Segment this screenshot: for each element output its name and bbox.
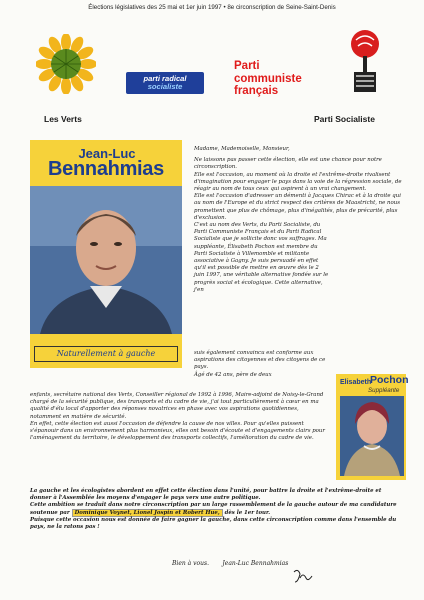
parti-socialiste-label: Parti Socialiste xyxy=(314,114,375,124)
sunflower-logo xyxy=(36,34,96,94)
paragraph-3: Elle est l'occasion d'adresser un démenti à Jacques Chirac et à la droite qui au nom de l'Europe et du strict respect des critères de Maastricht, ne nous promettent que plus de chômage, plus d'inégalités, plus de précarité, plus d'exclusion. xyxy=(194,193,401,221)
candidate-first-name: Jean-Luc xyxy=(78,146,136,161)
salutation: Madame, Mademoiselle, Monsieur, xyxy=(194,146,290,152)
prs-logo xyxy=(126,72,204,94)
candidate-photo xyxy=(30,186,182,334)
paragraph-8 xyxy=(30,502,402,516)
letter-narrow xyxy=(194,350,330,379)
paragraph-8b: dès le 1er tour. xyxy=(224,509,271,516)
substitute-photo xyxy=(340,396,404,476)
les-verts-label: Les Verts xyxy=(44,114,82,124)
substitute-last-name: Pochon xyxy=(370,374,409,386)
paragraph-4: C'est au nom des Verts, du Parti Socialiste, du Parti Communiste Français et du Parti Radical Socialiste que je sollicite donc vos suffrages. Ma suppléante, Élisabeth Pochon est membre du Parti Socialiste à Villemomble et militante associative à Gagny. Je suis persuadé en effet qu'il est possible de mettre en œuvre dès le 2 juin 1997, une véritable alternative fondée sur le progrès social et écologique. Cette alternative, j'en xyxy=(194,222,329,293)
paragraph-5b: enfants, secrétaire national des Verts, Conseiller régional de 1992 à 1996, Maire-adjoint de Noisy-le-Grand chargé de la sécurité publique, des transports et du cadre de vie, j'ai tout particulièrement à cœur en ma qualité d'élu local d'apporter des réponses novatrices en phase avec vos aspirations quotidiennes, notamment en matière de sécurité. xyxy=(30,392,324,420)
handwritten-signature xyxy=(292,568,314,584)
substitute-role: Suppléante xyxy=(368,387,400,394)
closing: Bien à vous. xyxy=(172,560,209,567)
paragraph-6: En effet, cette élection est aussi l'occasion de défendre la cause de nos villes. Pour qu'elles puissent s'épanouir dans un environnement plus harmonieux, elles ont besoin d'écoute et d'engagements clairs pour l'aménagement du territoire, le développement des transports collectifs, l'amélioration du cadre de vie. xyxy=(30,420,325,442)
rose-fist-logo xyxy=(336,28,394,98)
prs-logo-line1: parti radical xyxy=(143,74,187,83)
paragraph-1: Ne laissons pas passer cette élection, elle est une chance pour notre circonscription. xyxy=(194,157,382,171)
paragraph-5a: Âgé de 42 ans, père de deux xyxy=(194,371,272,378)
paragraph-7: La gauche et les écologistes abordent en effet cette élection dans l'unité, pour battre la droite et l'extrême-droite et donner à l'Assemblée les moyens d'engager le pays vers une autre politique. xyxy=(30,488,382,502)
signoff xyxy=(172,560,288,567)
letter-full-width xyxy=(30,392,330,442)
letter-bottom xyxy=(30,488,402,531)
paragraph-2: Elle est l'occasion, au moment où la droite et l'extrême-droite rivalisent d'imagination pour engager le pays dans la voie de la régression sociale, de réagir au nom de tous ceux qui aspirent à un vrai changement. xyxy=(194,171,402,193)
candidate-slogan: Naturellement à gauche xyxy=(34,346,178,362)
substitute-first-name: Elisabeth xyxy=(340,379,372,386)
letter-column xyxy=(194,146,402,294)
pcf-line3: français xyxy=(234,85,279,97)
paragraph-4b: suis également convaincu est conforme aux aspirations des citoyennes et des citoyens de ce pays. xyxy=(194,350,326,371)
pcf-logo xyxy=(234,60,302,98)
paragraph-8a: Cette ambition se traduit dans notre circonscription par un large rassemblement de la gauche autour de ma candidature soutenue par xyxy=(30,502,397,516)
candidate-last-name: Bennahmias xyxy=(48,158,164,180)
pcf-line2: communiste xyxy=(234,72,302,85)
paragraph-9: Puisque cette occasion nous est donnée de faire gagner la gauche, dans cette circonscription comme dans l'ensemble du pays, ne la ratons pas ! xyxy=(30,516,397,531)
supporters-names: Dominique Voynet, Lionel Jospin et Robert Hue, xyxy=(72,509,223,517)
pcf-line1: Parti xyxy=(234,60,260,72)
prs-logo-line2: socialiste xyxy=(147,82,183,91)
election-header: Élections législatives des 25 mai et 1er juin 1997 • 8e circonscription de Seine-Saint-Denis xyxy=(88,4,336,11)
signer-name: Jean-Luc Bennahmias xyxy=(222,560,289,567)
